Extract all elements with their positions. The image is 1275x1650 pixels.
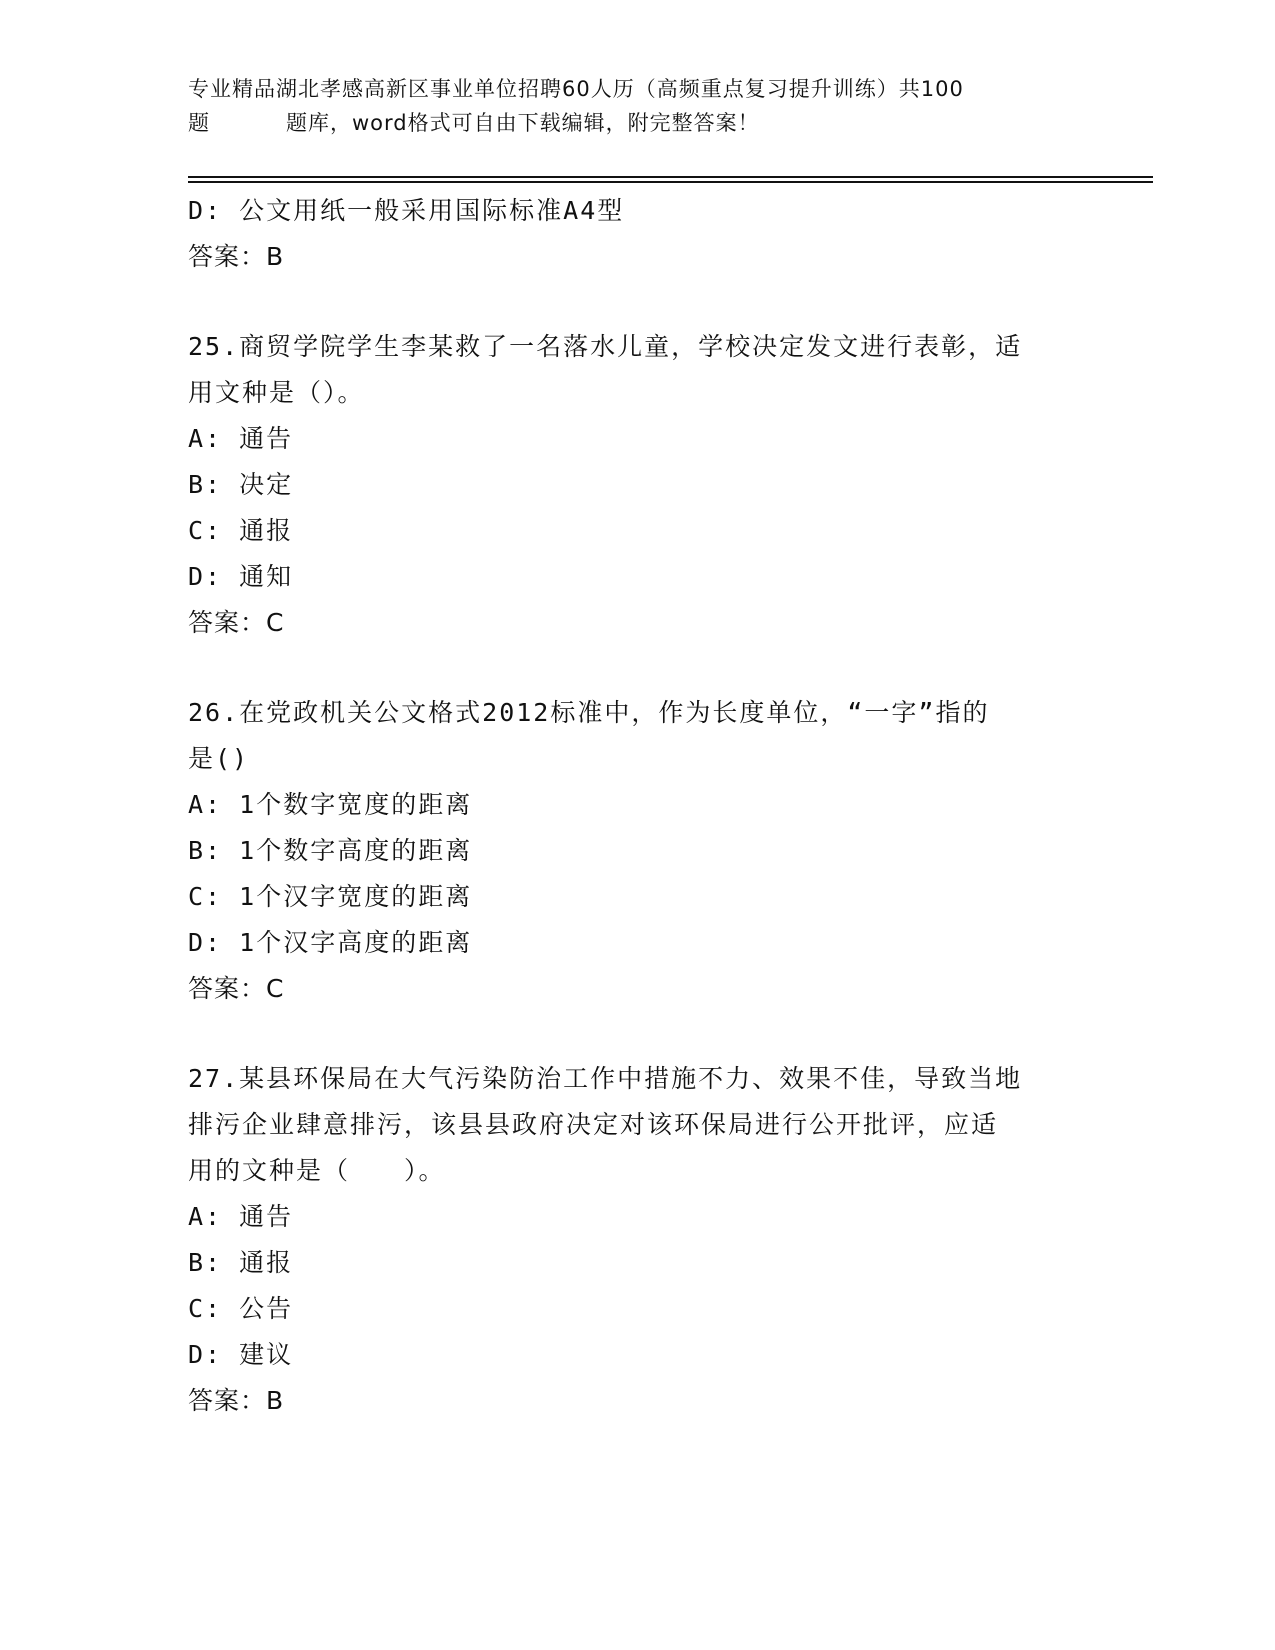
question-stem-line: 用文种是（）。 [188, 378, 365, 407]
spacer [188, 1012, 1088, 1056]
question-content [188, 188, 1088, 1424]
option-d: D: 建议 [188, 1340, 294, 1369]
option-b: B: 通报 [188, 1248, 294, 1277]
question-stem-line: 是() [188, 744, 250, 773]
option-b: B: 1个数字高度的距离 [188, 836, 473, 865]
header-title-line-2 [188, 106, 1068, 140]
question-25 [188, 324, 1088, 646]
answer-line: 答案：B [188, 1386, 285, 1415]
option-c: C: 公告 [188, 1294, 294, 1323]
option-a: A: 1个数字宽度的距离 [188, 790, 473, 819]
header-rule-bottom [188, 181, 1153, 183]
spacer [188, 280, 1088, 324]
answer-line: 答案：C [188, 974, 285, 1003]
header-subtitle: 题库，word格式可自由下载编辑，附完整答案！ [286, 111, 760, 135]
question-stem-line: 排污企业肆意排污，该县县政府决定对该环保局进行公开批评，应适 [188, 1110, 999, 1139]
option-d: D: 公文用纸一般采用国际标准A4型 [188, 196, 625, 225]
option-a: A: 通告 [188, 1202, 294, 1231]
question-stem-line: 25.商贸学院学生李某救了一名落水儿童，学校决定发文进行表彰，适 [188, 332, 1023, 361]
answer-line: 答案：C [188, 608, 285, 637]
option-d: D: 1个汉字高度的距离 [188, 928, 473, 957]
header-title-line-1: 专业精品湖北孝感高新区事业单位招聘60人历（高频重点复习提升训练）共100 [188, 77, 964, 101]
page-header [188, 72, 1068, 140]
spacer [188, 646, 1088, 690]
question-27 [188, 1056, 1088, 1424]
question-26 [188, 690, 1088, 1012]
option-c: C: 1个汉字宽度的距离 [188, 882, 473, 911]
question-stem-line: 用的文种是（ ）。 [188, 1156, 446, 1185]
question-stem-line: 27.某县环保局在大气污染防治工作中措施不力、效果不佳，导致当地 [188, 1064, 1023, 1093]
answer-line: 答案：B [188, 242, 285, 271]
header-title-fragment: 题 [188, 111, 210, 135]
option-d: D: 通知 [188, 562, 294, 591]
option-c: C: 通报 [188, 516, 294, 545]
option-a: A: 通告 [188, 424, 294, 453]
question-stem-line: 26.在党政机关公文格式2012标准中，作为长度单位，“一字”指的 [188, 698, 990, 727]
header-rule-top [188, 176, 1153, 178]
previous-question-tail [188, 188, 1088, 280]
option-b: B: 决定 [188, 470, 294, 499]
